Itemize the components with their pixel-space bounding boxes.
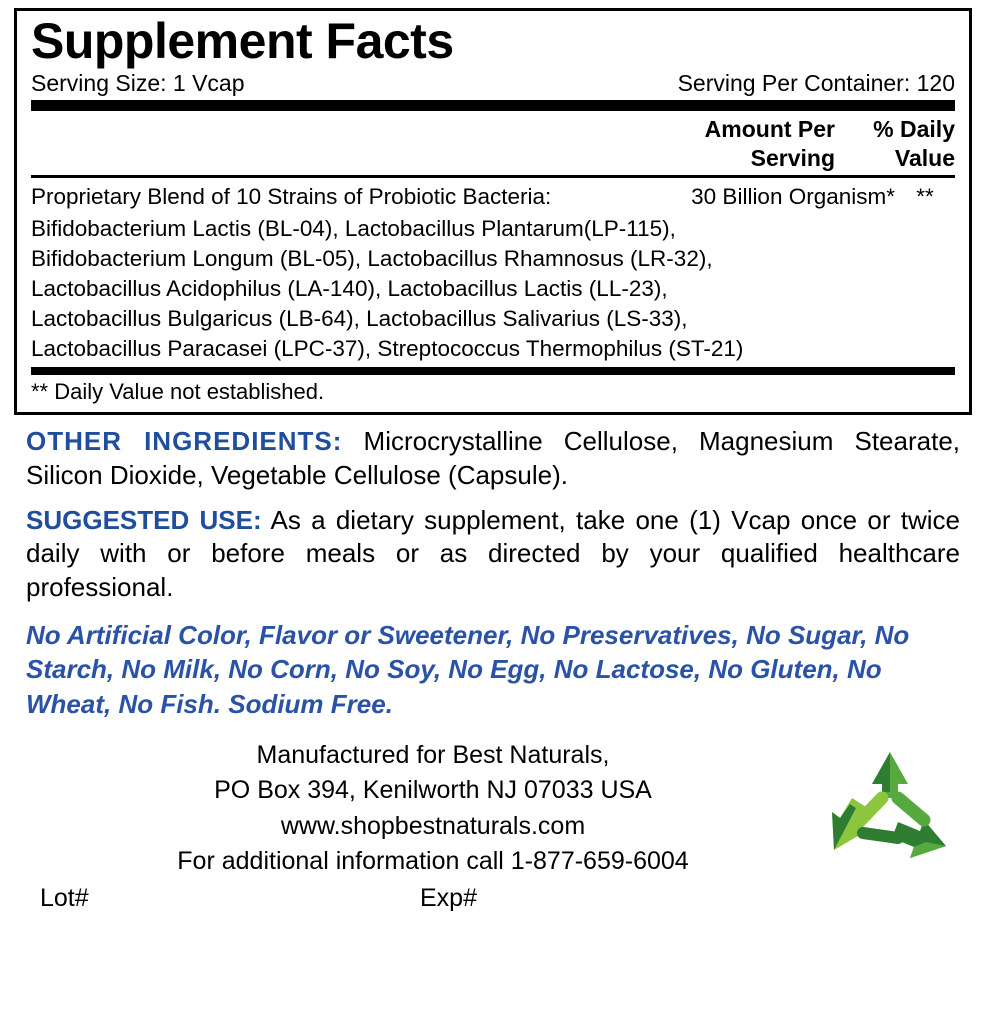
column-header-amount <box>605 115 835 173</box>
column-header-daily-value <box>835 115 955 173</box>
supplement-facts-panel <box>14 8 972 415</box>
column-header-dv-line1: % Daily <box>873 115 955 142</box>
contact-phone: For additional information call 1-877-659-6004 <box>177 847 689 875</box>
divider-thick-bottom <box>31 367 955 375</box>
label-body-text <box>0 415 986 721</box>
manufacturer-footer <box>0 732 986 915</box>
recycle-icon <box>820 746 960 866</box>
blend-amount: 30 Billion Organism* <box>691 184 895 210</box>
lot-exp-row <box>26 880 960 915</box>
suggested-use-label: SUGGESTED USE: <box>26 504 262 535</box>
serving-size: Serving Size: 1 Vcap <box>31 69 245 96</box>
other-ingredients-block <box>26 425 960 492</box>
daily-value-footnote: ** Daily Value not established. <box>31 378 325 404</box>
strain-list <box>31 212 955 364</box>
nutrient-rows <box>31 178 955 366</box>
blend-name: Proprietary Blend of 10 Strains of Probiotic Bacteria: <box>31 184 552 210</box>
suggested-use-text: As a dietary supplement, take one (1) Vcap once or twice daily with or before meals or as directed by your qualified healthcare professional. <box>26 504 960 602</box>
website-url[interactable]: www.shopbestnaturals.com <box>280 811 586 840</box>
other-ingredients-text: Microcrystalline Cellulose, Magnesium Stearate, Silicon Dioxide, Vegetable Cellulose (Capsule). <box>26 426 960 490</box>
column-header-amount-line2: Serving <box>750 144 835 171</box>
supplement-label-page <box>0 8 986 1032</box>
table-header-row <box>31 111 955 176</box>
exp-label: Exp# <box>420 883 477 912</box>
manufacturer-name: Manufactured for Best Naturals, <box>256 740 610 769</box>
free-from-claims: No Artificial Color, Flavor or Sweetener, No Preservatives, No Sugar, No Starch, No Milk, No Corn, No Soy, No Egg, No Lactose, No Gluten, No Wheat, No Fish. Sodium Free. <box>26 619 910 719</box>
list-item: Lactobacillus Paracasei (LPC-37), Streptococcus Thermophilus (ST-21) <box>31 335 744 361</box>
table-row <box>31 183 955 212</box>
servings-per-container: Serving Per Container: 120 <box>677 69 955 96</box>
manufacturer-address: PO Box 394, Kenilworth NJ 07033 USA <box>214 776 652 804</box>
divider-thick-top <box>31 100 955 111</box>
other-ingredients-label: OTHER INGREDIENTS: <box>26 426 343 457</box>
serving-info-row <box>31 70 955 96</box>
page-title: Supplement Facts <box>31 13 454 69</box>
column-header-amount-line1: Amount Per <box>704 115 835 142</box>
lot-label: Lot# <box>40 883 89 912</box>
list-item: Lactobacillus Bulgaricus (LB-64), Lactobacillus Salivarius (LS-33), <box>31 306 688 331</box>
blend-daily-value: ** <box>916 184 934 210</box>
list-item: Bifidobacterium Lactis (BL-04), Lactobacillus Plantarum(LP-115), <box>31 216 676 242</box>
list-item: Bifidobacterium Longum (BL-05), Lactobacillus Rhamnosus (LR-32), <box>31 246 713 272</box>
list-item: Lactobacillus Acidophilus (LA-140), Lactobacillus Lactis (LL-23), <box>31 276 668 302</box>
suggested-use-block <box>26 504 960 604</box>
column-header-dv-line2: Value <box>894 144 955 171</box>
